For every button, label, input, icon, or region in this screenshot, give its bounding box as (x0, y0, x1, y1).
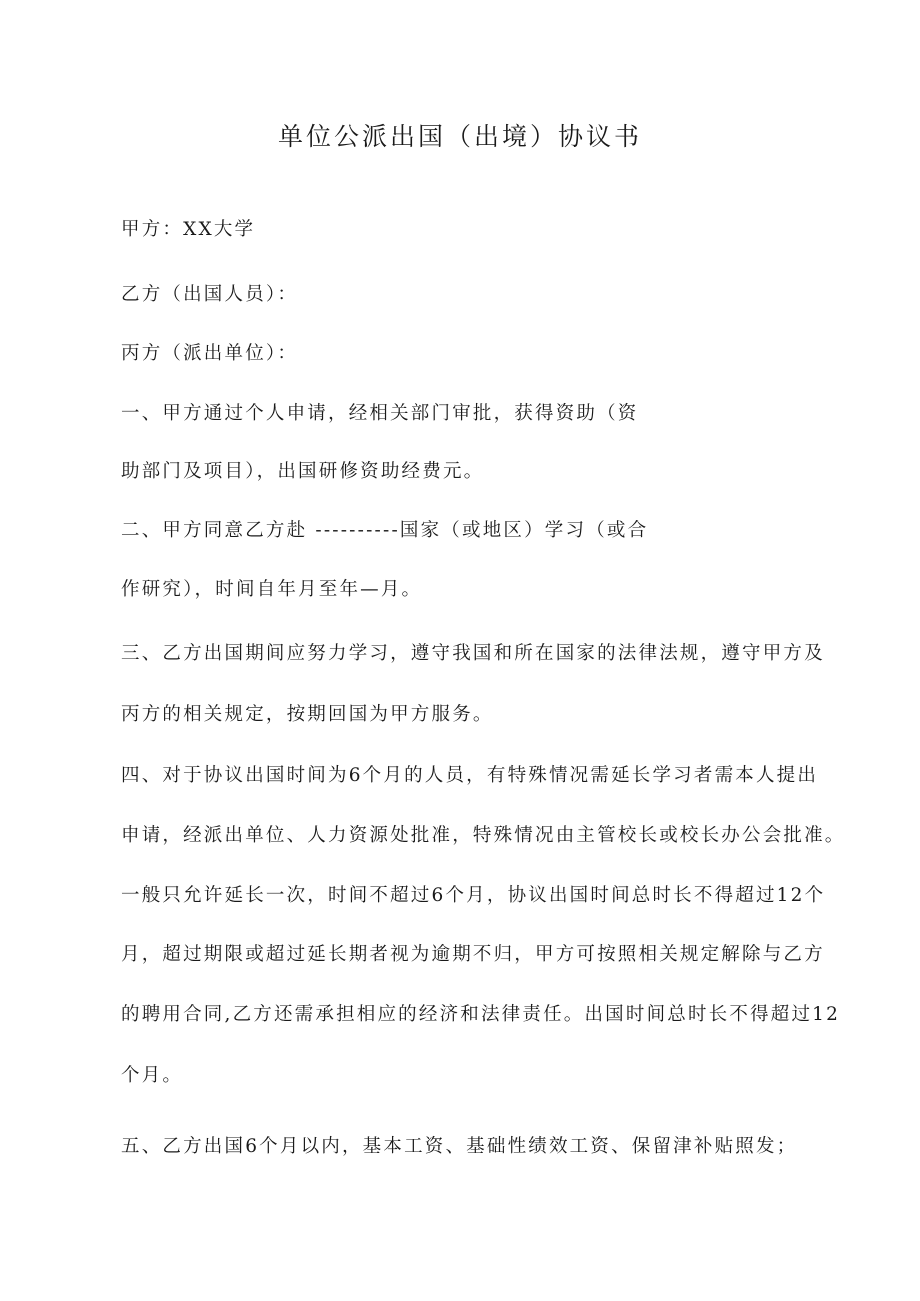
party-a-line: 甲方：XX大学 (121, 219, 256, 240)
clause-4-line-5: 的聘用合同,乙方还需承担相应的经济和法律责任。出国时间总时长不得超过12 (121, 1004, 841, 1025)
clause-1-line-2: 助部门及项目），出国研修资助经费元。 (121, 461, 485, 482)
clause-4-line-3: 一般只允许延长一次，时间不超过6个月，协议出国时间总时长不得超过12个 (121, 885, 826, 906)
document-title: 单位公派出国（出境）协议书 (277, 122, 642, 151)
party-b-line: 乙方（出国人员）： (121, 284, 299, 305)
clause-1-line-1: 一、甲方通过个人申请，经相关部门审批，获得资助（资 (121, 403, 639, 424)
clause-4-line-2: 申请，经派出单位、人力资源处批准，特殊情况由主管校长或校长办公会批准。 (121, 825, 846, 846)
clause-4-line-6: 个月。 (121, 1065, 184, 1086)
party-c-line: 丙方（派出单位）： (121, 343, 299, 364)
clause-3-line-2: 丙方的相关规定，按期回国为甲方服务。 (121, 704, 494, 725)
clause-2-line-1: 二、甲方同意乙方赴 ----------国家（或地区）学习（或合 (121, 520, 649, 541)
clause-4-line-4: 月，超过期限或超过延长期者视为逾期不归，甲方可按照相关规定解除与乙方 (121, 944, 825, 965)
clause-5-line-1: 五、乙方出国6个月以内，基本工资、基础性绩效工资、保留津补贴照发； (121, 1136, 798, 1157)
clause-2-line-2: 作研究），时间自年月至年—月。 (121, 579, 423, 600)
clause-4-line-1: 四、对于协议出国时间为6个月的人员，有特殊情况需延长学习者需本人提出 (121, 765, 819, 786)
clause-3-line-1: 三、乙方出国期间应努力学习，遵守我国和所在国家的法律法规，遵守甲方及 (121, 643, 825, 664)
